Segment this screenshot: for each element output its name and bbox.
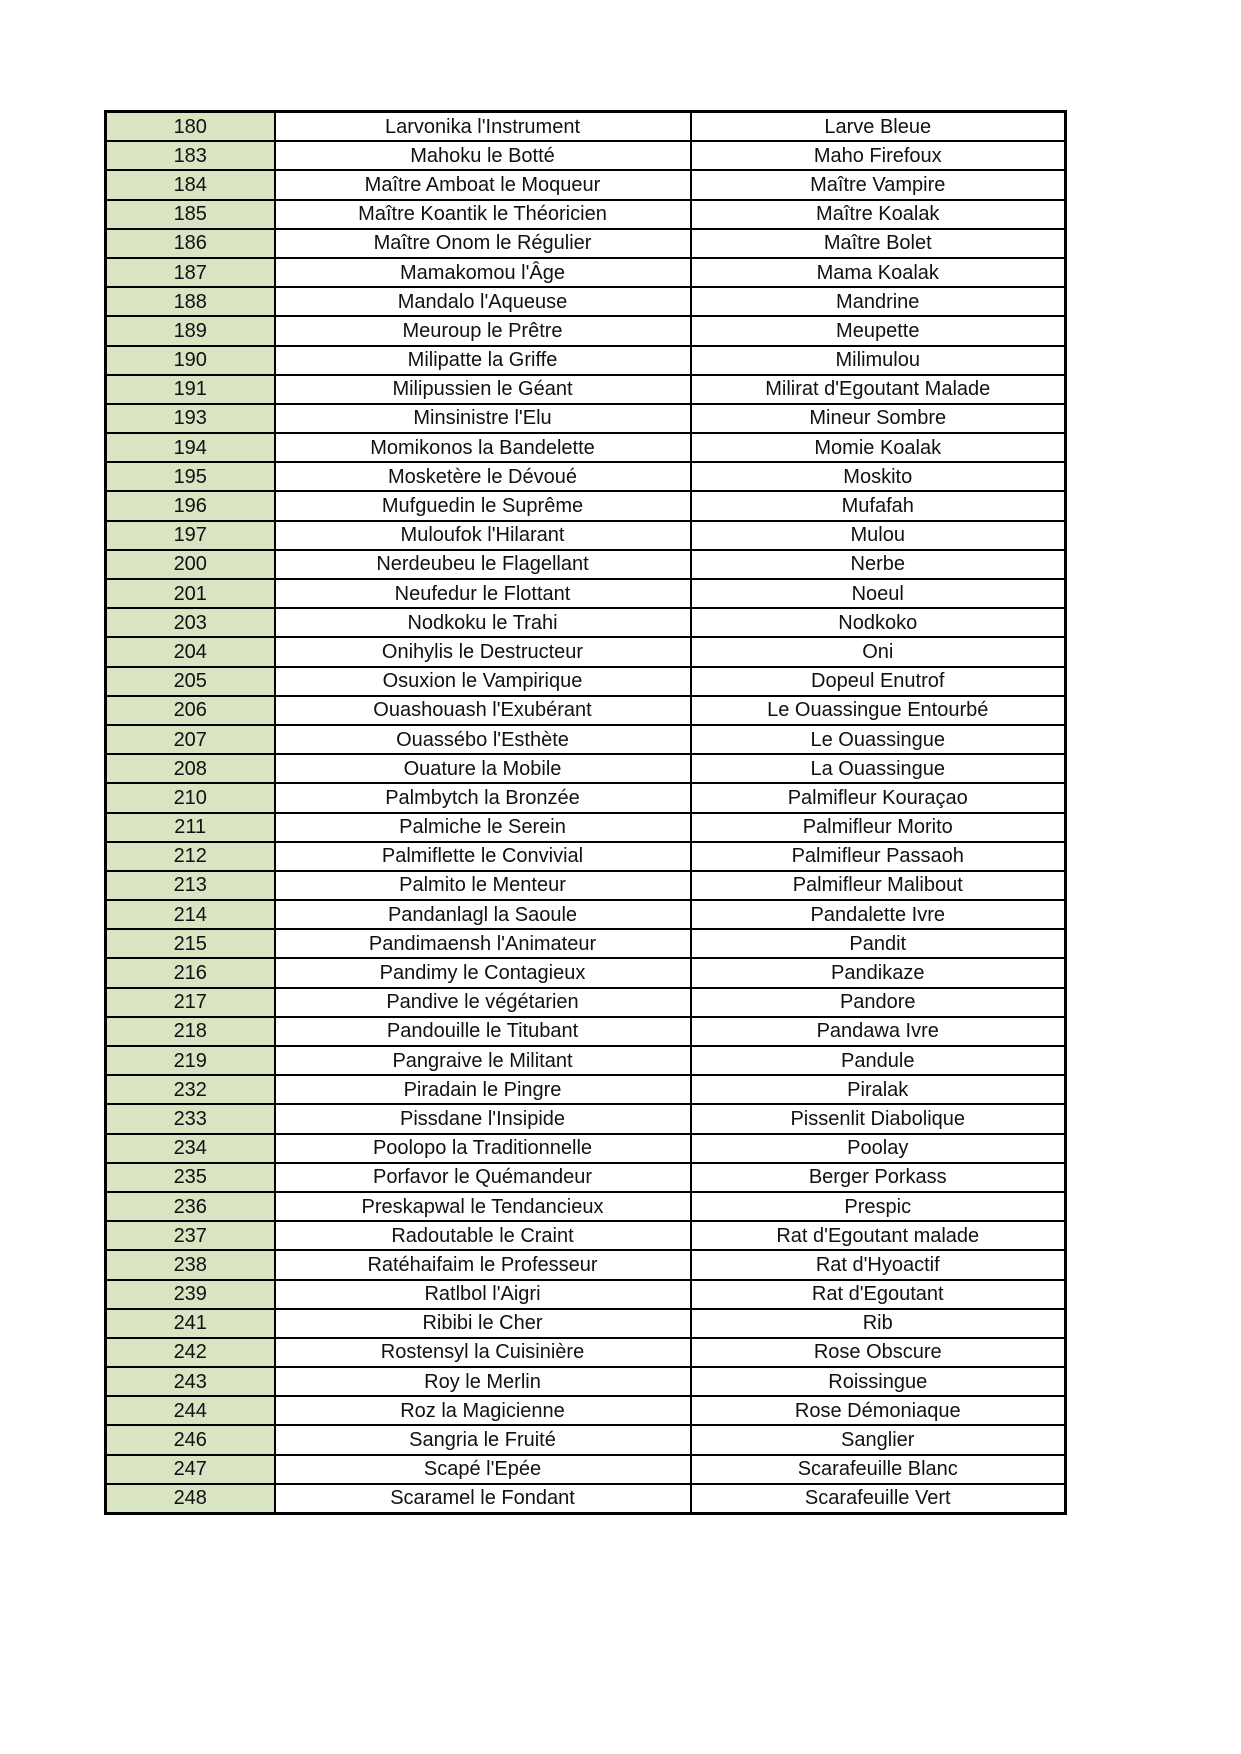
archmonster-name-cell: Ratlbol l'Aigri	[275, 1280, 691, 1309]
table-row	[106, 842, 1066, 871]
archmonster-name-cell: Porfavor le Quémandeur	[275, 1163, 691, 1192]
monster-name-cell: Pandalette Ivre	[691, 900, 1066, 929]
table-row	[106, 1017, 1066, 1046]
id-cell: 196	[106, 491, 275, 520]
id-cell: 185	[106, 200, 275, 229]
monster-name-cell: Mandrine	[691, 287, 1066, 316]
table-row	[106, 258, 1066, 287]
table-row	[106, 375, 1066, 404]
table-row	[106, 1046, 1066, 1075]
id-cell: 203	[106, 608, 275, 637]
id-cell: 201	[106, 579, 275, 608]
table-row	[106, 1484, 1066, 1514]
monster-name-cell: Larve Bleue	[691, 112, 1066, 142]
monster-name-cell: Maho Firefoux	[691, 141, 1066, 170]
id-cell: 238	[106, 1250, 275, 1279]
archmonster-name-cell: Pandanlagl la Saoule	[275, 900, 691, 929]
archmonster-name-cell: Mahoku le Botté	[275, 141, 691, 170]
monster-name-cell: Rat d'Hyoactif	[691, 1250, 1066, 1279]
monster-name-cell: Dopeul Enutrof	[691, 667, 1066, 696]
monster-name-cell: Nerbe	[691, 550, 1066, 579]
table-row	[106, 579, 1066, 608]
archmonster-name-cell: Palmbytch la Bronzée	[275, 783, 691, 812]
table-row	[106, 1367, 1066, 1396]
monster-name-cell: Pandawa Ivre	[691, 1017, 1066, 1046]
monster-name-cell: Le Ouassingue Entourbé	[691, 696, 1066, 725]
archmonster-name-cell: Scaramel le Fondant	[275, 1484, 691, 1514]
monster-name-cell: Meupette	[691, 316, 1066, 345]
id-cell: 247	[106, 1455, 275, 1484]
archmonster-name-cell: Ribibi le Cher	[275, 1309, 691, 1338]
monster-name-cell: Moskito	[691, 462, 1066, 491]
id-cell: 239	[106, 1280, 275, 1309]
archmonster-name-cell: Pandimy le Contagieux	[275, 958, 691, 987]
table-row	[106, 958, 1066, 987]
id-cell: 205	[106, 667, 275, 696]
table-row	[106, 1250, 1066, 1279]
id-cell: 219	[106, 1046, 275, 1075]
table-row	[106, 404, 1066, 433]
archmonster-name-cell: Mosketère le Dévoué	[275, 462, 691, 491]
table-row	[106, 1455, 1066, 1484]
archmonster-name-cell: Palmito le Menteur	[275, 871, 691, 900]
monster-name-cell: Mineur Sombre	[691, 404, 1066, 433]
id-cell: 234	[106, 1134, 275, 1163]
id-cell: 194	[106, 433, 275, 462]
id-cell: 213	[106, 871, 275, 900]
monster-name-cell: Rat d'Egoutant	[691, 1280, 1066, 1309]
archmonster-name-cell: Neufedur le Flottant	[275, 579, 691, 608]
archmonster-name-cell: Piradain le Pingre	[275, 1075, 691, 1104]
id-cell: 241	[106, 1309, 275, 1338]
archmonster-name-cell: Palmiflette le Convivial	[275, 842, 691, 871]
monster-name-cell: Palmifleur Morito	[691, 813, 1066, 842]
monster-name-cell: Oni	[691, 637, 1066, 666]
archmonster-name-cell: Mandalo l'Aqueuse	[275, 287, 691, 316]
archmonster-name-cell: Maître Onom le Régulier	[275, 229, 691, 258]
monster-name-cell: Palmifleur Kouraçao	[691, 783, 1066, 812]
monster-name-cell: Scarafeuille Vert	[691, 1484, 1066, 1514]
archmonster-name-cell: Pandouille le Titubant	[275, 1017, 691, 1046]
table-row	[106, 521, 1066, 550]
archmonster-name-cell: Ouassébo l'Esthète	[275, 725, 691, 754]
id-cell: 215	[106, 929, 275, 958]
id-cell: 237	[106, 1221, 275, 1250]
monster-name-cell: Mama Koalak	[691, 258, 1066, 287]
id-cell: 190	[106, 346, 275, 375]
monster-name-cell: Pandit	[691, 929, 1066, 958]
id-cell: 244	[106, 1396, 275, 1425]
id-cell: 246	[106, 1425, 275, 1454]
id-cell: 235	[106, 1163, 275, 1192]
id-cell: 188	[106, 287, 275, 316]
id-cell: 243	[106, 1367, 275, 1396]
table-row	[106, 1309, 1066, 1338]
table-row	[106, 1104, 1066, 1133]
monster-name-cell: Pandule	[691, 1046, 1066, 1075]
archmonster-name-cell: Larvonika l'Instrument	[275, 112, 691, 142]
monster-name-cell: Pissenlit Diabolique	[691, 1104, 1066, 1133]
monster-name-cell: Noeul	[691, 579, 1066, 608]
table-row	[106, 783, 1066, 812]
monster-name-cell: Maître Bolet	[691, 229, 1066, 258]
table-row	[106, 900, 1066, 929]
id-cell: 214	[106, 900, 275, 929]
monster-name-cell: Rib	[691, 1309, 1066, 1338]
table-row	[106, 813, 1066, 842]
monster-name-cell: Palmifleur Malibout	[691, 871, 1066, 900]
archmonster-name-cell: Meuroup le Prêtre	[275, 316, 691, 345]
archmonster-name-cell: Maître Koantik le Théoricien	[275, 200, 691, 229]
monster-name-cell: Sanglier	[691, 1425, 1066, 1454]
monster-name-cell: Milimulou	[691, 346, 1066, 375]
table-row	[106, 1221, 1066, 1250]
archmonster-name-cell: Preskapwal le Tendancieux	[275, 1192, 691, 1221]
id-cell: 242	[106, 1338, 275, 1367]
archmonster-name-cell: Osuxion le Vampirique	[275, 667, 691, 696]
archmonster-name-cell: Pandive le végétarien	[275, 988, 691, 1017]
archmonster-name-cell: Nerdeubeu le Flagellant	[275, 550, 691, 579]
table-row	[106, 316, 1066, 345]
archmonster-name-cell: Sangria le Fruité	[275, 1425, 691, 1454]
archmonster-name-cell: Roy le Merlin	[275, 1367, 691, 1396]
monster-name-cell: Maître Vampire	[691, 170, 1066, 199]
archmonster-name-cell: Ouature la Mobile	[275, 754, 691, 783]
archmonster-name-cell: Momikonos la Bandelette	[275, 433, 691, 462]
id-cell: 193	[106, 404, 275, 433]
monster-name-cell: Pandikaze	[691, 958, 1066, 987]
id-cell: 207	[106, 725, 275, 754]
table-row	[106, 141, 1066, 170]
monster-name-cell: Berger Porkass	[691, 1163, 1066, 1192]
id-cell: 180	[106, 112, 275, 142]
archmonster-name-cell: Poolopo la Traditionnelle	[275, 1134, 691, 1163]
table-row	[106, 462, 1066, 491]
monster-name-cell: Rat d'Egoutant malade	[691, 1221, 1066, 1250]
archmonster-name-cell: Palmiche le Serein	[275, 813, 691, 842]
monster-name-cell: Milirat d'Egoutant Malade	[691, 375, 1066, 404]
monster-name-cell: Pandore	[691, 988, 1066, 1017]
archmonster-name-cell: Maître Amboat le Moqueur	[275, 170, 691, 199]
archmonster-name-cell: Ouashouash l'Exubérant	[275, 696, 691, 725]
id-cell: 184	[106, 170, 275, 199]
archmonster-name-cell: Ratéhaifaim le Professeur	[275, 1250, 691, 1279]
monster-name-cell: Mulou	[691, 521, 1066, 550]
archmonster-name-cell: Nodkoku le Trahi	[275, 608, 691, 637]
id-cell: 189	[106, 316, 275, 345]
id-cell: 233	[106, 1104, 275, 1133]
monster-name-cell: Roissingue	[691, 1367, 1066, 1396]
table-row	[106, 200, 1066, 229]
table-row	[106, 491, 1066, 520]
archmonster-name-cell: Minsinistre l'Elu	[275, 404, 691, 433]
id-cell: 195	[106, 462, 275, 491]
table-row	[106, 1338, 1066, 1367]
archmonster-name-cell: Mamakomou l'Âge	[275, 258, 691, 287]
monster-name-cell: Piralak	[691, 1075, 1066, 1104]
table-row	[106, 550, 1066, 579]
archmonster-name-cell: Rostensyl la Cuisinière	[275, 1338, 691, 1367]
monster-name-cell: Nodkoko	[691, 608, 1066, 637]
table-row	[106, 1192, 1066, 1221]
table-row	[106, 1425, 1066, 1454]
monster-name-cell: Maître Koalak	[691, 200, 1066, 229]
table-row	[106, 1075, 1066, 1104]
table-row	[106, 871, 1066, 900]
id-cell: 236	[106, 1192, 275, 1221]
id-cell: 217	[106, 988, 275, 1017]
archmonster-name-cell: Pangraive le Militant	[275, 1046, 691, 1075]
table-row	[106, 667, 1066, 696]
monster-name-cell: Mufafah	[691, 491, 1066, 520]
id-cell: 183	[106, 141, 275, 170]
archmonster-name-cell: Pissdane l'Insipide	[275, 1104, 691, 1133]
archmonster-name-cell: Roz la Magicienne	[275, 1396, 691, 1425]
archmonster-name-cell: Milipatte la Griffe	[275, 346, 691, 375]
table-row	[106, 287, 1066, 316]
archmonster-table-body	[106, 112, 1066, 1514]
archmonster-name-cell: Scapé l'Epée	[275, 1455, 691, 1484]
table-row	[106, 229, 1066, 258]
table-row	[106, 754, 1066, 783]
id-cell: 210	[106, 783, 275, 812]
table-row	[106, 1280, 1066, 1309]
table-row	[106, 433, 1066, 462]
id-cell: 211	[106, 813, 275, 842]
table-row	[106, 112, 1066, 142]
id-cell: 186	[106, 229, 275, 258]
id-cell: 216	[106, 958, 275, 987]
archmonster-name-cell: Onihylis le Destructeur	[275, 637, 691, 666]
archmonster-name-cell: Milipussien le Géant	[275, 375, 691, 404]
table-row	[106, 346, 1066, 375]
id-cell: 206	[106, 696, 275, 725]
id-cell: 187	[106, 258, 275, 287]
table-row	[106, 170, 1066, 199]
table-row	[106, 988, 1066, 1017]
table-row	[106, 929, 1066, 958]
table-row	[106, 696, 1066, 725]
table-row	[106, 608, 1066, 637]
monster-name-cell: Momie Koalak	[691, 433, 1066, 462]
table-row	[106, 725, 1066, 754]
monster-name-cell: Rose Obscure	[691, 1338, 1066, 1367]
id-cell: 218	[106, 1017, 275, 1046]
monster-name-cell: La Ouassingue	[691, 754, 1066, 783]
monster-name-cell: Poolay	[691, 1134, 1066, 1163]
id-cell: 212	[106, 842, 275, 871]
table-row	[106, 1396, 1066, 1425]
id-cell: 197	[106, 521, 275, 550]
archmonster-name-cell: Muloufok l'Hilarant	[275, 521, 691, 550]
monster-name-cell: Prespic	[691, 1192, 1066, 1221]
id-cell: 204	[106, 637, 275, 666]
monster-name-cell: Rose Démoniaque	[691, 1396, 1066, 1425]
id-cell: 248	[106, 1484, 275, 1514]
archmonster-name-cell: Radoutable le Craint	[275, 1221, 691, 1250]
table-row	[106, 1163, 1066, 1192]
monster-name-cell: Palmifleur Passaoh	[691, 842, 1066, 871]
id-cell: 191	[106, 375, 275, 404]
archmonster-name-cell: Pandimaensh l'Animateur	[275, 929, 691, 958]
archmonster-name-cell: Mufguedin le Suprême	[275, 491, 691, 520]
table-row	[106, 1134, 1066, 1163]
id-cell: 232	[106, 1075, 275, 1104]
archmonster-table	[104, 110, 1067, 1515]
monster-name-cell: Scarafeuille Blanc	[691, 1455, 1066, 1484]
monster-name-cell: Le Ouassingue	[691, 725, 1066, 754]
id-cell: 200	[106, 550, 275, 579]
table-row	[106, 637, 1066, 666]
id-cell: 208	[106, 754, 275, 783]
